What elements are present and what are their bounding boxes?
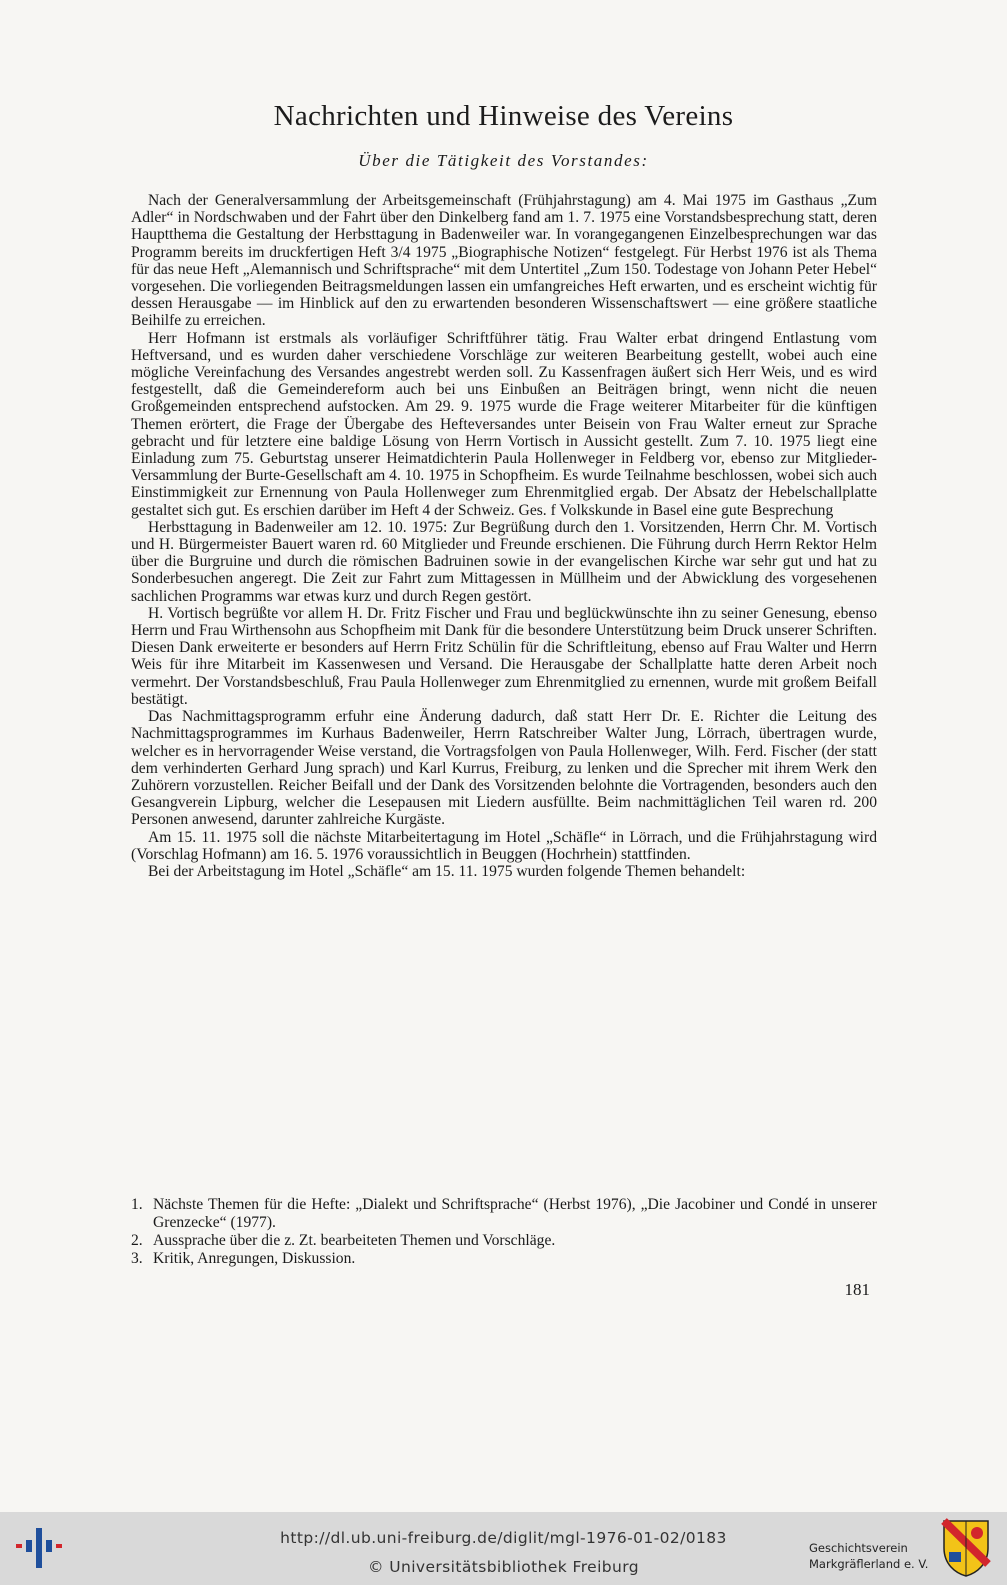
paragraph: Nach der Generalversammlung der Arbeitsgemeinschaft (Frühjahrstagung) am 4. Mai 1975 im Gasthaus „Zum Adler“ in Nordschwaben und der Fahrt über den Dinkelberg fand am 1. 7. 1975 eine Vorstandsbesprechung statt, deren Hauptthema die Gestaltung der Herbsttagung in Badenweiler war. In vorangegangenen Einzelbesprechungen war das Programm bereits im druckfertigen Heft 3/4 1975 „Biographische Notizen“ festgelegt. Für Herbst 1976 ist als Thema für das neue Heft „Alemannisch und Schriftsprache“ mit dem Untertitel „Zum 150. Todestage von Johann Peter Hebel“ vorgesehen. Die vorliegenden Beitragsmeldungen lassen ein umfangreiches Heft erwarten, und es erscheint wichtig für dessen Herausgabe — im Hinblick auf den zu erwartenden besonderen Wissenschaftswert — eine größere staatliche Beihilfe zu erreichen. xyxy=(131,192,877,330)
paragraph: Herbsttagung in Badenweiler am 12. 10. 1975: Zur Begrüßung durch den 1. Vorsitzenden, Herrn Chr. M. Vortisch und H. Bürgermeister Bauert waren rd. 60 Mitglieder und Freunde erschienen. Die Führung durch Herrn Rektor Helm über die Burgruine und durch die römischen Badruinen sowie in der evangelischen Kirche war sehr gut und hat zu Sonderbesuchen angeregt. Die Zeit zur Fahrt zum Mittagessen in Müllheim und der Abwicklung des vorgesehenen sachlichen Programms war etwas kurz und durch Regen gestört. xyxy=(131,518,877,605)
paragraph: Am 15. 11. 1975 soll die nächste Mitarbeitertagung im Hotel „Schäfle“ in Lörrach, und die Frühjahrstagung wird (Vorschlag Hofmann) am 16. 5. 1976 voraussichtlich in Beuggen (Hochrhein) stattfinden. xyxy=(131,828,877,863)
paragraph: H. Vortisch begrüßte vor allem H. Dr. Fritz Fischer und Frau und beglückwünschte ihn zu seiner Genesung, ebenso Herrn und Frau Wirthensohn aus Schopfheim mit Dank für die besondere Unterstützung beim Druck unserer Schriften. Diesen Dank erweiterte er besonders auf Herrn Fritz Schülin für die Schriftleitung, ebenso auf Frau Walter und Herrn Weis für ihre Mitarbeit im Kassenwesen und Versand. Die Herausgabe der Schallplatte hatte deren Arbeit noch vermehrt. Der Vorstandsbeschluß, Frau Paula Hollenweger zum Ehrenmitglied zu ernennen, wurde mit großem Beifall bestätigt. xyxy=(131,604,877,708)
list-number: 3. xyxy=(131,1250,143,1267)
list-item xyxy=(131,1250,877,1268)
list-item xyxy=(131,1232,877,1250)
paragraph: Bei der Arbeitstagung im Hotel „Schäfle“ am 15. 11. 1975 wurden folgende Themen behandelt: xyxy=(148,862,746,880)
footer-bar xyxy=(0,1512,1007,1585)
paragraph: Herr Hofmann ist erstmals als vorläufiger Schriftführer tätig. Frau Walter erbat dringend Entlastung vom Heftversand, und es wurden daher verschiedene Vorschläge zur weiteren Bearbeitung gestellt, wobei auch eine mögliche Vereinfachung des Versandes angestrebt werden soll. Zu Kassenfragen äußert sich Herr Weis, und es wird festgestellt, daß die Gemeindereform auch bei uns Einbußen an Beiträgen bringt, wenn nicht die neuen Großgemeinden entsprechend aufstocken. Am 29. 9. 1975 wurde die Frage weiterer Mitarbeiter für die künftigen Themen erörtert, die Frage der Übergabe des Hefteversandes unter Beisein von Frau Walter erneut zur Sprache gebracht und für letztere eine baldige Lösung von Herrn Vortisch in Aussicht gestellt. Zum 7. 10. 1975 liegt eine Einladung zum 75. Geburtstag unserer Heimatdichterin Paula Hollenweger in Feldberg vor, ebenso zur Mitglieder-Versammlung der Burte-Gesellschaft am 4. 10. 1975 in Schopfheim. Es wurde Teilnahme beschlossen, wobei sich auch Einstimmigkeit zur Ernennung von Paula Hollenweger zum Ehrenmitglied ergab. Der Absatz der Hebelschallplatte gestaltet sich gut. Es erschien darüber im Heft 4 der Schweiz. Ges. f Volkskunde in Basel eine gute Besprechung xyxy=(131,329,877,519)
list-text: Aussprache über die z. Zt. bearbeiteten Themen und Vorschläge. xyxy=(153,1232,556,1249)
list-number: 1. xyxy=(131,1196,143,1213)
list-text: Kritik, Anregungen, Diskussion. xyxy=(153,1250,356,1267)
list-number: 2. xyxy=(131,1232,143,1249)
section-subtitle: Über die Tätigkeit des Vorstandes: xyxy=(358,151,649,170)
page-title: Nachrichten und Hinweise des Vereins xyxy=(273,100,734,132)
source-url-link[interactable]: http://dl.ub.uni-freiburg.de/diglit/mgl-1976-01-02/0183 xyxy=(280,1529,727,1547)
society-name xyxy=(809,1540,929,1572)
list-item xyxy=(131,1196,877,1232)
coat-of-arms-icon[interactable] xyxy=(941,1518,991,1578)
article-body xyxy=(131,192,877,880)
society-line-2: Markgräflerland e. V. xyxy=(809,1557,929,1571)
copyright-text: © Universitätsbibliothek Freiburg xyxy=(368,1558,639,1576)
topics-list xyxy=(131,1196,877,1268)
paragraph: Das Nachmittagsprogramm erfuhr eine Änderung dadurch, daß statt Herr Dr. E. Richter die Leitung des Nachmittagsprogrammes im Kurhaus Badenweiler, Herrn Ratschreiber Walter Jung, Lörrach, übertragen wurde, welcher es in hervorragender Weise verstand, die Vortragsfolgen von Paula Hollenweger, Wilh. Ferd. Fischer (der statt dem verhinderten Gerhard Jung sprach) und Karl Kurrus, Freiburg, zu lenken und die Sprecher mit ihrem Werk den Zuhörern vorzustellen. Reicher Beifall und der Dank des Vorsitzenden belohnte die Vortragenden, besonders auch den Gesangverein Lipburg, welcher die Lesepausen mit Liedern ausfüllte. Beim nachmittäglichen Teil waren rd. 200 Personen anwesend, darunter zahlreiche Kurgäste. xyxy=(131,708,877,829)
list-text: Nächste Themen für die Hefte: „Dialekt und Schriftsprache“ (Herbst 1976), „Die Jacobiner und Condé in unserer Grenzecke“ (1977). xyxy=(153,1196,877,1231)
society-line-1: Geschichtsverein xyxy=(809,1541,908,1555)
page-number: 181 xyxy=(844,1280,870,1299)
